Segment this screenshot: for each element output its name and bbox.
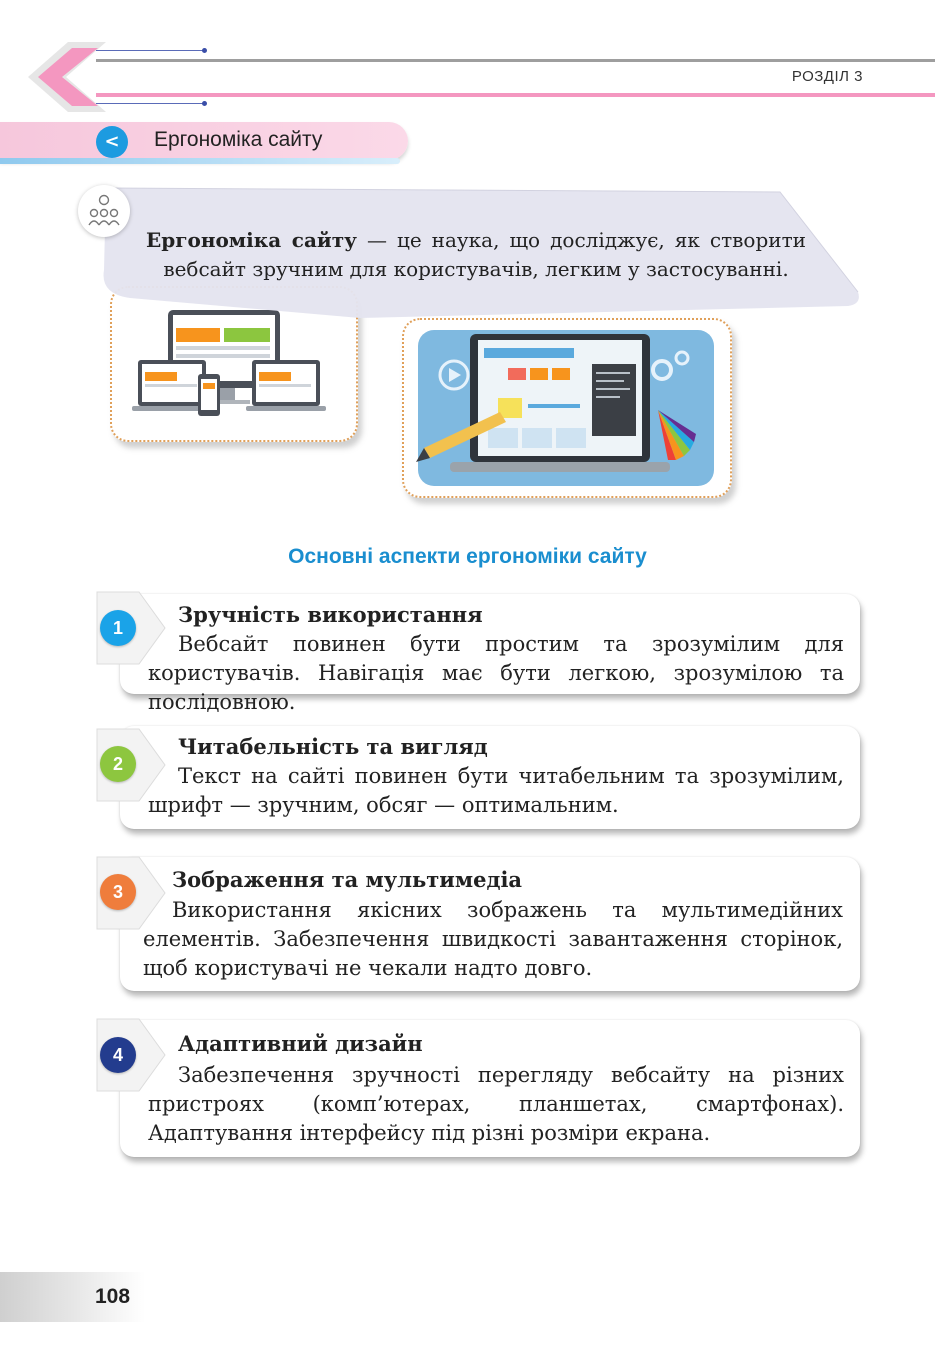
- aspect-number-2: 2: [100, 746, 136, 782]
- aspects-title: Основні аспекти ергономіки сайту: [288, 545, 647, 568]
- section-label: РОЗДІЛ 3: [791, 68, 863, 85]
- topic-title: Ергономіка сайту: [154, 128, 323, 151]
- definition-body: — це наука, що досліджує, як створити вебсайт зручним для користувачів, легким у застосуванні.: [163, 228, 806, 281]
- definition-bubble: [0, 0, 935, 340]
- aspect-text-3: Використання якісних зображень та мультимедійних елементів. Забезпечення швидкості завантаження сторінок, щоб користувачі не чекали надто довго.: [143, 898, 843, 980]
- definition-term: Ергономіка сайту: [146, 228, 357, 252]
- people-discussion-icon: [78, 185, 130, 237]
- aspect-text-4: Забезпечення зручності перегляду вебсайту на різних пристроях (комп’ютерах, планшетах, смартфонах). Адаптування інтерфейсу під різні розміри екрана.: [148, 1063, 844, 1145]
- web-design-illustration: [402, 318, 732, 498]
- web-design-image: [404, 320, 730, 496]
- aspect-title-3: Зображення та мультимедіа: [172, 867, 523, 892]
- aspect-title-2: Читабельність та вигляд: [178, 734, 488, 759]
- definition-text: [146, 226, 806, 284]
- page-number: 108: [95, 1285, 131, 1308]
- chevron-left-icon[interactable]: <: [96, 126, 128, 158]
- aspect-number-4: 4: [100, 1037, 136, 1073]
- aspect-text-2: Текст на сайті повинен бути читабельним та зрозумілим, шрифт — зручним, обсяг — оптимальним.: [148, 764, 844, 817]
- aspect-text-1: Вебсайт повинен бути простим та зрозумілим для користувачів. Навігація має бути легкою, зрозумілою та послідовною.: [148, 632, 844, 714]
- aspect-title-4: Адаптивний дизайн: [178, 1031, 423, 1056]
- aspect-number-1: 1: [100, 610, 136, 646]
- aspect-title-1: Зручність використання: [178, 602, 483, 627]
- aspect-number-3: 3: [100, 874, 136, 910]
